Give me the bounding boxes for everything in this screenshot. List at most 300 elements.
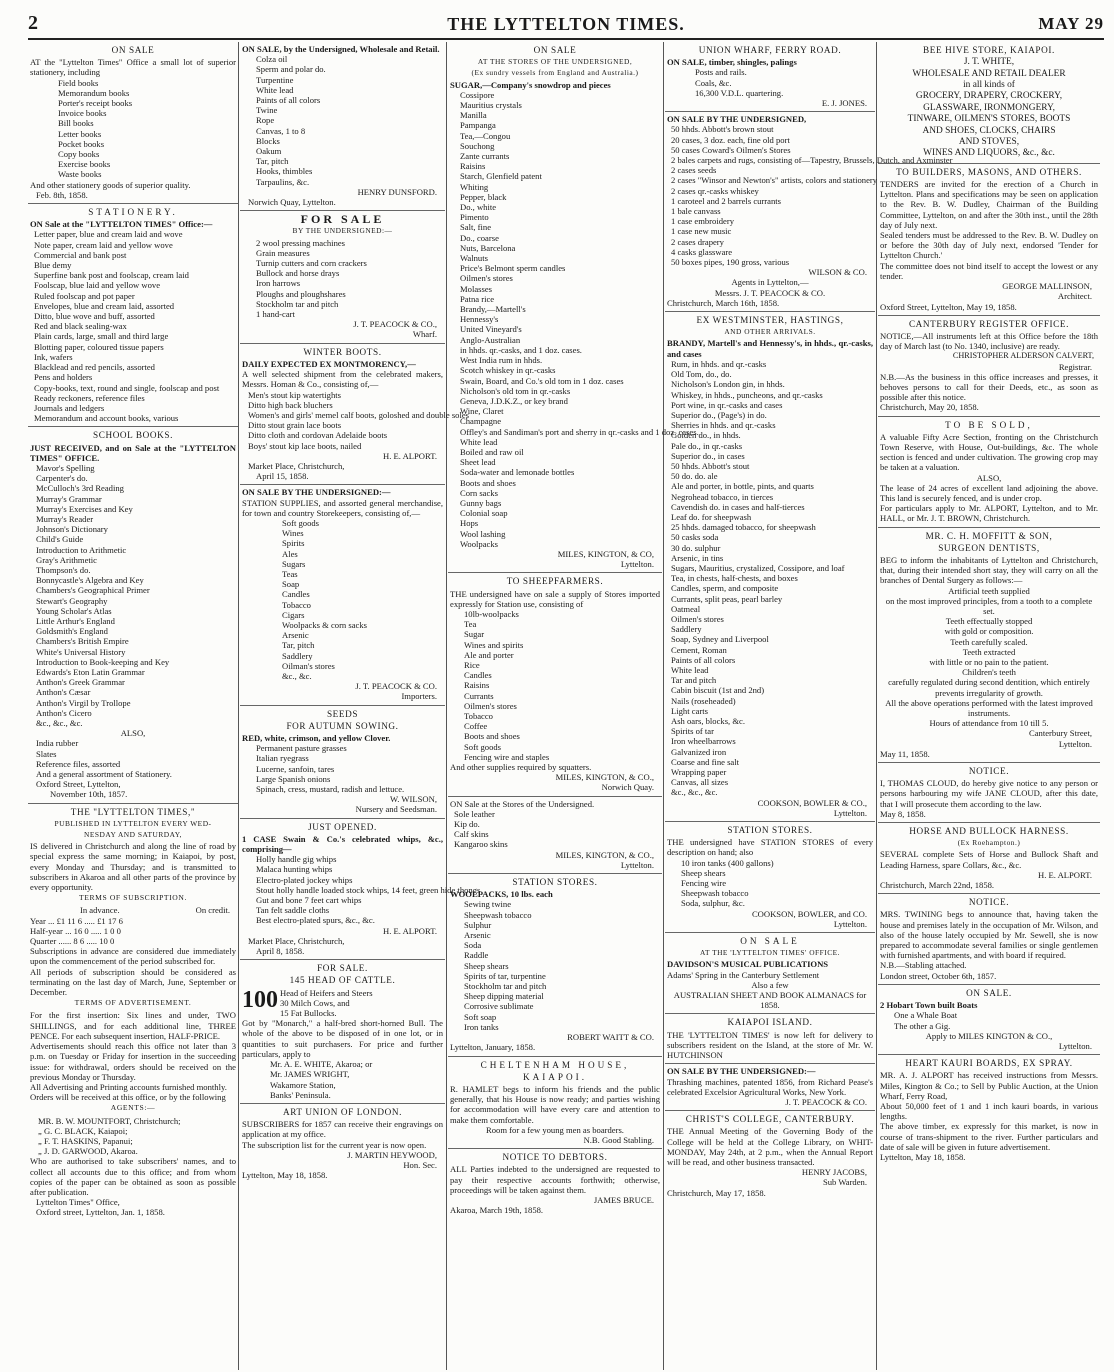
list-item: Raisins [464,680,490,691]
list-item: Sheepwash tobacco [464,909,532,920]
terms-columns [30,905,236,915]
advert-place: Lyttelton. [833,807,867,818]
list-item: Manilla [460,110,487,121]
list-item: Light carts [671,705,708,716]
advert-heading: SEEDS [326,708,359,719]
advert-date: May 8, 1858. [880,808,926,819]
advert-heading: CHELTENHAM HOUSE, [480,1059,630,1070]
list-item: Blue demy [34,260,72,271]
list-item: Murray's Reader [36,513,94,524]
newspaper-title: THE LYTTELTON TIMES. [447,14,685,34]
list-item: Wakamore Station, [270,1079,336,1090]
list-item: Twine [256,105,278,116]
list-item: Cigars [282,609,305,620]
advert-intro: DAVIDSON'S MUSICAL PUBLICATIONS [667,959,829,970]
advert-place: Nursery and Seedsman. [355,804,437,815]
advert-body: The subscription list for the current year is now open. [242,1139,427,1150]
list-item: WINES AND LIQUORS, &c., &c. [923,148,1055,159]
advert-intro: AT the "Lyttelton Times" Office a small lot of superior stationery, including [30,57,236,78]
list-item: Sugars, Mauritius, crystalized, Cossipore, and loaf [671,562,845,573]
list-item: Golden do., in hhds. [671,430,741,441]
list-item: with little or no pain to the patient. [929,657,1049,667]
advert-intro: Head of Heifers and Steers [280,987,373,998]
list-item: Arsenic [282,630,309,641]
item-list [242,743,443,794]
advert-subheading: NESDAY AND SATURDAY, [84,830,182,840]
list-item: Wool lashing [460,528,506,539]
advert-body: The lease of 24 acres of excellent land adjoining the above. This land is securely fenced, and is under crop. [880,482,1098,503]
list-item: Tea,—Congou [460,130,511,141]
list-item: Ale and porter, in bottle, pints, and quarts [671,481,814,492]
list-item: Tea, in chests, half-chests, and boxes [671,573,798,584]
list-item: Sperm and polar do. [256,64,326,75]
advert-date: Lyttelton, May 18, 1858. [242,1170,328,1181]
list-item: Hennessy's [460,314,499,325]
list-item: Mavor's Spelling [36,462,95,473]
advert-intro: ON SALE BY THE UNDERSIGNED, [667,114,807,125]
list-item: Slates [36,748,57,759]
advert-dunsford [240,42,445,211]
advert-body: About 50,000 feet of 1 and 1 inch kauri boards, in various lengths. [880,1100,1098,1122]
list-item: Walnuts [460,253,488,264]
list-item: 30 do. sulphur [671,542,721,553]
advert-place: Lyttelton Times" Office, [36,1197,120,1208]
list-item: Tobacco [282,599,311,610]
advert-intro: THE Annual Meeting of the Governing Body of the College will be held at the College Library, on WHIT-MONDAY, May 24th, at 2 p.m., when the Annual Report will be read, and other business transacted. [667,1126,873,1167]
advert-place: Canterbury Street, [1028,728,1092,739]
list-item: White lead [256,84,294,95]
list-item: Offley's and Sandiman's port and sherry in qr.-casks and 1 doz. cases. [460,426,699,437]
list-item: GROCERY, DRAPERY, CROCKERY, [915,91,1063,102]
advert-station-stores-waitt [448,874,662,1056]
advert-body: IS delivered in Christchurch and along the line of road by special express the same morning; in Kaiapoi, by post, every Monday and Thursday; and is transmitted to subscribers in Akaroa and all other parts of the province by every opportunity. [30,841,236,893]
item-list [242,518,443,681]
list-item: Woolpacks [460,538,498,549]
list-item: Quarter ...... 8 6 ..... 10 0 [30,936,115,947]
advert-intro: 2 Hobart Town built Boats [880,1000,978,1011]
list-item: Artificial teeth supplied [948,585,1030,596]
list-item: &c., &c. [282,670,312,681]
advert-art-union [240,1104,445,1183]
advert-stationery [28,204,238,427]
list-item: Blotting paper, coloured tissue papers [34,341,164,352]
list-item: Introduction to Book-keeping and Key [36,656,170,667]
list-item: Letter paper, blue and cream laid and wove [34,229,183,240]
advert-musical-publications [665,933,875,1014]
list-item: Superfine bank post and foolscap, cream laid [34,270,189,281]
terms-note: Subscriptions in advance are considered due immediately upon the commencement of the period subscribed for. [30,946,236,967]
list-item: Superior do., in cases [671,450,745,461]
list-item: Sheep shears [681,867,726,878]
list-item: Zante currants [460,151,510,162]
advert-signer: GEORGE MALLINSON, [1002,281,1092,292]
list-item: Boots and shoes [464,731,520,742]
advert-intro: I, THOMAS CLOUD, do hereby give notice to any person or persons harbouring my wife JANE CLOUD, after this date, that I will prosecute them according to the law. [880,778,1098,809]
list-item: Banks' Peninsula. [270,1089,331,1100]
advert-place: Norwich Quay, Lyttelton. [248,197,336,208]
advert-intro: SUGAR,—Company's snowdrop and pieces [450,79,611,90]
list-item: Pale do., in qr.-casks [671,440,743,451]
advert-date: London street, October 6th, 1857. [880,970,997,981]
list-item: 2 cases seeds [671,165,717,176]
advert-heading: ON SALE [533,45,577,55]
advert-date: Christchurch, March 22nd, 1858. [880,880,995,891]
list-item: Blacklead and red pencils, assorted [34,362,155,373]
list-item: Soft soap [464,1011,497,1022]
advert-stationery-sale [28,42,238,204]
advert-winter-boots [240,344,470,486]
advert-heading: ON SALE [740,936,800,947]
list-item: Mr. JAMES WRIGHT, [270,1069,350,1080]
list-item: Rum, in hhds. and qr.-casks [671,358,767,369]
advert-body: A well selected shipment from the celebrated makers, Messrs. Homan & Co., consisting of,— [242,369,443,390]
item-list [30,78,236,180]
list-item: Red and black sealing-wax [34,321,127,332]
advert-intro: THE undersigned have on sale a supply of Stores imported expressly for Station use, consisting of [450,588,660,609]
item-list [242,854,481,926]
advert-cattle [240,960,445,1104]
advert-lyttelton-times [28,804,238,1221]
column-rule [663,42,664,1370]
list-item: Swain, Board, and Co.'s old tom in 1 doz. cases [460,375,624,386]
advert-place: Importers. [401,691,437,702]
list-item: Large Spanish onions [256,773,331,784]
list-item: 1 hand-cart [256,309,295,320]
advert-signer: J. T. PEACOCK & CO., [353,319,437,330]
list-item: Commercial and bank post [34,249,127,260]
item-list [667,124,953,268]
list-item: Posts and rails. [695,67,747,78]
list-item: Year ... £1 11 6 ..... £1 17 6 [30,915,123,926]
list-item: Sheep shears [464,960,509,971]
advert-cheltenham-house [448,1057,662,1150]
advert-intro: ON SALE, by the Undersigned, Wholesale and Retail. [242,44,440,54]
advert-intro: BRANDY, Martell's and Hennessy's, in hhds., qr.-casks, and cases [667,338,873,359]
list-item: Oilmen's stores [464,700,517,711]
list-item: Chambers's Geographical Primer [36,585,150,596]
list-item: Colonial soap [460,508,508,519]
advert-heading: THE "LYTTELTON TIMES," [70,806,196,817]
advert-heading: FOR SALE. [317,963,368,974]
advert-heading: TO BE SOLD, [945,419,1033,430]
agents-label: Agents in Lyttelton,— [731,277,809,288]
list-item: And a general assortment of Stationery. [36,769,172,780]
list-item: Salt, fine [460,222,492,233]
list-item: Little Arthur's England [36,615,115,626]
advert-body: N.B.—As the business in this office increases and presses, it behoves persons to call for their Deeds, etc., as soon as possible after this notice. [880,371,1098,403]
advert-heading: NOTICE. [968,766,1010,777]
list-item: 4 casks glassware [671,246,733,257]
list-item: Pocket books [58,138,105,149]
list-item: Tobacco [464,711,493,721]
list-item: 1 case new music [671,226,732,237]
advert-heading: MR. C. H. MOFFITT & SON, [925,530,1053,541]
advert-place: Lyttelton. [1058,738,1092,749]
advert-intro: BEG to inform the inhabitants of Lyttelton and Christchurch, that, during their intended short stay, they will carry on all the branches of Dental Surgery as follows:— [880,554,1098,586]
list-item: Best electro-plated spurs, &c., &c. [256,915,375,926]
list-item: Paints of all colors [256,95,321,106]
list-item: Kangaroo skins [454,839,508,850]
advert-signer: J. T. PEACOCK & CO. [785,1096,867,1107]
list-item: J. T. WHITE, [963,57,1015,68]
advert-signer: J. T. PEACOCK & CO. [355,681,437,692]
column-1 [28,42,238,1370]
list-item: Ditto cloth and cordovan Adelaide boots [248,430,388,441]
advert-subheading: 145 HEAD OF CATTLE. [289,975,396,986]
advert-signer: COOKSON, BOWLER, and CO. [751,908,867,919]
list-item: Field books [58,77,99,88]
advert-notice-debtors [448,1149,662,1218]
list-item: „ G. C. BLACK, Kaiapoi; [38,1125,128,1136]
list-item: Italian ryegrass [256,753,309,764]
column-rule [446,42,447,1370]
advert-heading: EX WESTMINSTER, HASTINGS, [696,315,844,326]
list-item: Ditto stout grain lace boots [248,420,342,431]
advert-closing: And other stationery goods of superior quality. [30,179,191,190]
list-item: Whiskey, in hhds., puncheons, and qr.-casks [671,389,823,400]
advert-intro: ALL Parties indebted to the undersigned are requested to pay their respective accounts forthwith; otherwise, proceedings will be taken against them. [450,1164,660,1195]
advert-place: Lyttelton. [833,918,867,929]
list-item: Wines and spirits [464,639,524,650]
advert-signer: HENRY JACOBS, [801,1167,867,1178]
list-item: Turpentine [256,74,294,85]
advert-title: Sub Warden. [822,1177,867,1188]
list-item: 16,300 V.D.L. quartering. [695,87,784,98]
list-item: Electro-plated jockey whips [256,874,353,885]
list-item: Coarse and fine salt [671,756,740,767]
list-item: Boys' stout kip lace boots, nailed [248,440,362,451]
list-item: Ash oars, blocks, &c. [671,716,745,726]
advert-also: ALSO, [976,472,1002,483]
list-item: AND SHOES, CLOCKS, CHAIRS [922,125,1056,136]
advert-body: Adams' Spring in the Canterbury Settlement [667,969,820,980]
list-item: &c., &c., &c. [36,718,83,728]
list-item: Stewart's Geography [36,595,108,606]
item-list [242,238,443,320]
list-item: Teeth carefully scaled. [950,636,1028,647]
advert-union-wharf [665,42,875,112]
advert-body: Sealed tenders must be addressed to the Rev. B. W. Dudley on or before the 30th day of July next, endorsed 'Tender for Lyttelton Church.' [880,230,1098,261]
advert-heading: UNION WHARF, FERRY ROAD. [698,45,842,55]
list-item: Foolscap, blue laid and yellow wove [34,280,161,291]
advert-school-books [28,427,238,803]
cattle-block [242,988,443,1019]
list-item: Spirits [282,538,305,549]
list-item: Negrohead tobacco, in tierces [671,491,774,502]
advert-heading: TO BUILDERS, MASONS, AND OTHERS. [896,166,1082,177]
advert-notice-twining [878,894,1100,985]
advert-intro: MRS. TWINING begs to announce that, having taken the house and premises lately in the occupation of Mr. Wilson, and also of the house lately occupied by Mr. Sewell, she is now prepared to accommodate several families or single gentlemen with furnished apartments, and with board if required. [880,909,1098,961]
advert-place: Oxford Street, Lyttelton, [36,779,121,790]
list-item: Lucerne, sanfoin, tares [256,763,335,774]
list-item: 2 wool pressing machines [256,237,346,248]
item-list [242,54,443,187]
list-item: Gray's Arithmetic [36,554,97,565]
advert-harness [878,823,1100,894]
list-item: Journals and ledgers [34,402,105,413]
list-item: 50 hhds. Abbott's brown stout [671,124,774,135]
advert-surgeon-dentists [878,528,1100,763]
list-item: Paints of all colors [671,654,736,665]
list-item: Holly handle gig whips [256,854,337,865]
list-item: Canvas, all sizes [671,777,729,788]
list-item: Mr. A. E. WHITE, Akaroa; or [270,1059,373,1070]
advert-signer: WILSON & CO. [808,267,867,278]
advert-intro: ON Sale at the "LYTTELTON TIMES" Office:— [30,219,213,230]
list-item: Tar, pitch [282,640,315,651]
advert-kauri-boards [878,1055,1100,1165]
list-item: Hooks, thimbles [256,166,313,177]
advert-intro: MR. A. J. ALPORT has received instructions from Messrs. Miles, Kington & Co.; to Sell by Public Auction, at the Union Wharf, Ferry Road, [880,1070,1098,1101]
list-item: MR. B. W. MOUNTFORT, Christchurch; [38,1115,181,1126]
advert-intro: SEVERAL complete Sets of Horse and Bullock Shaft and Leading Harness, spare Collars, &c., &c. [880,849,1098,870]
advert-closing: Who are authorised to take subscribers' names, and to collect all accounts due to this office; and from whom copies of the paper can be obtained as soon as possible after publication. [30,1156,236,1197]
store-lines [880,57,1098,160]
advert-heading: ART UNION OF LONDON. [283,1106,402,1117]
list-item: Corrosive sublimate [464,1001,534,1012]
masthead-rule [28,38,1104,40]
list-item: Rice [464,659,480,670]
list-item: Pepper, black [460,191,507,202]
advert-ex-westminster [665,312,875,822]
advert-heading: NOTICE TO DEBTORS. [502,1152,608,1163]
list-item: Geneva, J.D.K.Z., or key brand [460,395,568,406]
list-item: 1 case embroidery [671,216,734,227]
list-item: Brandy,—Martell's [460,304,526,315]
advert-signer: ROBERT WAITT & CO. [567,1032,654,1043]
list-item: Bonnycastle's Algebra and Key [36,575,144,586]
list-item: Anglo-Australian [460,334,521,345]
advert-signer: CHRISTOPHER ALDERSON CALVERT, [952,351,1094,361]
list-item: Anthon's Virgil by Trollope [36,697,131,708]
list-item: Soda-water and lemonade bottles [460,467,575,478]
list-item: Bill books [58,118,94,129]
advert-intro: A valuable Fifty Acre Section, fronting on the Christchurch Town Reserve, with House, Out-buildings, &c. The whole section is fenced and under cultivation. The growing crop may be taken at a valuation. [880,431,1098,473]
cattle-count: 100 [242,986,278,1013]
list-item: carefully regulated during second dentition, which entirely prevents irregularity of growth. [888,677,1090,698]
list-item: Superior do., (Page's) in do. [671,409,767,420]
list-item: 50 hhds. Abbott's stout [671,460,750,471]
advert-intro: ON Sale at the Stores of the Undersigned. [450,798,595,809]
advert-for-sale-peacock [240,211,445,343]
advert-station-stores-cookson [665,822,875,933]
advert-signer: MILES, KINGTON, & CO., [555,849,654,860]
list-item: 15 Fat Bullocks. [280,1008,337,1019]
advert-subheading: AT THE STORES OF THE UNDERSIGNED, [477,57,633,67]
list-item: Arsenic, in tins [671,552,724,563]
advert-heading: JUST OPENED. [308,821,377,832]
advert-signer: JAMES BRUCE. [593,1194,654,1205]
list-item: Gunny bags [460,497,502,508]
list-item: Coffee [464,721,488,732]
advert-place: Lyttelton. [620,559,654,570]
list-item: Currants, split peas, pearl barley [671,593,783,604]
list-item: Soap, Sydney and Liverpool [671,634,769,645]
advert-subheading: (Ex Roehampton.) [957,838,1021,848]
advert-signer: COOKSON, BOWLER & CO., [757,797,867,808]
list-item: Oilmen's stores [671,613,724,624]
list-item: Memorandum books [58,87,130,98]
list-item: Plain cards, large, small and third large [34,331,169,342]
advert-subheading: (Ex sundry vessels from England and Australia.) [471,68,639,78]
list-item: 2 cases "Winsor and Newton's" artists, colors and stationery [671,175,878,186]
list-item: Spirits of tar [671,726,714,737]
list-item: Nuts, Barcelona [460,242,516,253]
masthead [28,10,1104,40]
adv-terms-body: For the first insertion: Six lines and under, TWO SHILLINGS, and for each additional line, THREE PENCE. For each subsequent insertion, HALF-PRICE. [30,1010,236,1041]
advert-note: N.B. Good Stabling. [583,1134,654,1145]
column-rule [876,42,877,1370]
list-item: Anthon's Cicero [36,707,92,718]
advert-subheading: BY THE UNDERSIGNED:— [292,226,393,236]
advert-seeds [240,706,445,819]
column-5 [878,42,1100,1370]
advert-heading: NOTICE. [968,897,1010,908]
terms-col-credit: On credit. [195,905,230,916]
advert-sheepfarmers [448,573,662,796]
list-item: Port wine, in qr.-casks and cases [671,399,783,410]
list-item: WHOLESALE AND RETAIL DEALER [912,68,1066,79]
advert-body: Got by "Monarch," a half-bred short-horned Bull. The whole of the above to be disposed of in one lot, or in quantities to suit purchasers. For price and further particulars, apply to [242,1018,443,1059]
list-item: „ J. D. GARWOOD, Akaroa. [38,1146,138,1157]
list-item: „ F. T. HASKINS, Papanui; [38,1135,133,1146]
list-item: GLASSWARE, IRONMONGERY, [923,102,1055,113]
list-item: India rubber [36,738,79,749]
list-item: Coals, &c. [695,77,732,88]
advert-heading: CHRIST'S COLLEGE, CANTERBURY. [685,1114,855,1125]
advert-intro: THE undersigned have STATION STORES of every description on hand; also [667,837,873,858]
list-item: on the most improved principles, from a tooth to a complete set. [885,595,1093,616]
list-item: One a Whale Boat [894,1010,958,1021]
advert-leather [448,797,662,874]
item-list [880,1010,1098,1030]
list-item: &c., &c., &c. [671,787,718,798]
list-item: Whiting [460,181,489,192]
list-item: McCulloch's 3rd Reading [36,483,124,494]
list-item: Teas [282,568,298,579]
list-item: Starch, Glenfield patent [460,171,542,182]
advert-heading: KAIAPOI ISLAND. [727,1017,813,1028]
list-item: Nicholson's old tom in qr.-casks [460,385,571,396]
list-item: 10 iron tanks (400 gallons) [681,857,774,868]
advert-place: Market Place, Christchurch, [248,935,345,946]
list-item: TINWARE, OILMEN'S STORES, BOOTS [907,114,1071,125]
list-item: Ready reckoners, reference files [34,392,145,403]
advert-intro: WOOLPACKS, 10 lbs. each [450,889,553,900]
list-item: Leaf do. for sheepwash [671,511,752,522]
list-item: Tan felt saddle cloths [256,905,330,916]
list-item: Men's stout kip watertights [248,389,341,400]
list-item: Chambers's British Empire [36,636,129,647]
list-item: Tea [464,619,477,630]
advert-heading: FOR SALE [300,212,385,227]
list-item: Oilman's stores [282,660,335,671]
terms-note: All periods of subscription should be considered as terminating on the last day of March, June, September or December. [30,966,236,998]
list-item: Sheet lead [460,457,496,468]
list-item: Memorandum and account books, various [34,413,179,424]
advert-place: Norwich Quay. [601,782,654,793]
advert-body: Apply to MILES KINGTON & CO., [925,1030,1053,1041]
advert-body: The above timber, ex expressly for this market, is now in course of trans-shipment to the river. Further particulars and date of sale will be given in future advertisement. [880,1121,1098,1152]
list-item: Rope [256,115,275,126]
advert-station-supplies [240,485,445,705]
issue-date: MAY 29 [1038,14,1104,33]
advert-heading: CANTERBURY REGISTER OFFICE. [908,318,1070,329]
list-item: White lead [671,664,709,675]
list-item: Carpenter's do. [36,473,88,484]
list-item: 1 caroteel and 2 barrels currants [671,195,781,206]
list-item: Raisins [460,161,486,172]
